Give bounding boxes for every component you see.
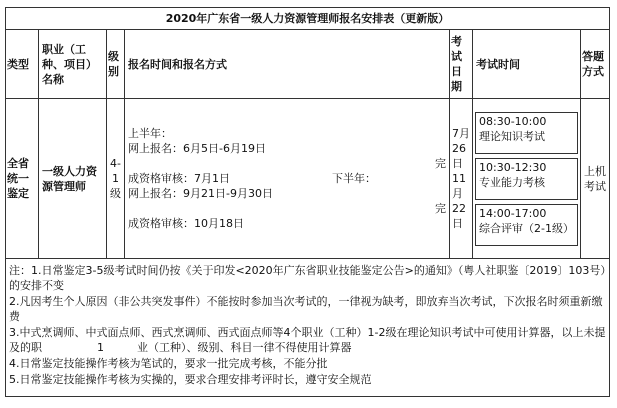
first-online-registration: 网上报名：6月5日-6月19日 (128, 142, 266, 155)
slot-subject: 理论知识考试 (479, 129, 545, 143)
slot-subject-line (479, 221, 574, 236)
header-registration: 报名时间和报名方式 (125, 30, 450, 99)
exam-slot-review (475, 204, 578, 246)
cell-occupation: 一级人力资源管理师 (39, 99, 107, 259)
note-5: 5.日常鉴定技能操作考核为实操的，要求合理安排考评时长，遵守安全规范 (9, 373, 372, 386)
header-type: 类型 (6, 30, 39, 99)
cell-type: 全省统一鉴定 (6, 99, 39, 259)
header-exam-date: 考试日期 (450, 30, 473, 99)
slot-time: 08:30-10:00 (479, 114, 547, 128)
slot-note: （2-1级） (523, 221, 574, 235)
exam-slot-skills (475, 158, 578, 200)
cell-registration (125, 99, 450, 259)
cell-exam-date: 7月26日11月22日 (450, 99, 473, 259)
header-exam-time: 考试时间 (473, 30, 581, 99)
slot-time: 14:00-17:00 (479, 206, 547, 220)
notes-cell (6, 259, 610, 397)
slot-subject: 综合评审 (479, 221, 523, 235)
first-done-text: 完 (435, 157, 446, 170)
second-done-text: 完 (435, 202, 446, 215)
note-4: 4.日常鉴定技能操作考核为笔试的，要求一批完成考核，不能分批 (9, 357, 328, 370)
cell-level: 4-1级 (107, 99, 125, 259)
table-title: 2020年广东省一级人力资源管理师报名安排表（更新版） (6, 8, 610, 30)
header-row (6, 30, 610, 99)
exam-slot-theory (475, 112, 578, 154)
note-2: 2.凡因考生个人原因（非公共突发事件）不能按时参加当次考试的，一律视为缺考，即放弃当次考试，下次报名时须重新缴费 (9, 295, 603, 323)
second-review: 成资格审核：10月18日 (128, 217, 244, 230)
schedule-table (5, 7, 610, 397)
note-3: 3.中式烹调师、中式面点师、西式烹调师、西式面点师等4个职业（工种）1-2级在理论知识考试中可使用计算器，以上未提及的职 1 业（工种）、级别、科目一律不得使用计算器 (9, 326, 606, 354)
second-online-registration: 网上报名：9月21日-9月30日 (128, 187, 273, 200)
cell-answer-mode: 上机考试 (581, 99, 610, 259)
table-row (6, 99, 610, 259)
header-occupation: 职业（工种、项目）名称 (39, 30, 107, 99)
slot-time: 10:30-12:30 (479, 160, 547, 174)
first-review: 成资格审核：7月1日 (128, 172, 230, 185)
first-review-line (128, 171, 446, 186)
cell-exam-time (473, 99, 581, 259)
first-half-label: 上半年： (128, 127, 172, 140)
header-answer-mode: 答题方式 (581, 30, 610, 99)
note-1: 注：1.日常鉴定3-5级考试时间仍按《关于印发<2020年广东省职业技能鉴定公告>的通知》（粤人社职鉴〔2019〕103号）的安排不变 (9, 264, 606, 292)
second-half-label: 下半年： (332, 172, 376, 185)
slot-subject: 专业能力考核 (479, 175, 545, 189)
header-level: 级别 (107, 30, 125, 99)
